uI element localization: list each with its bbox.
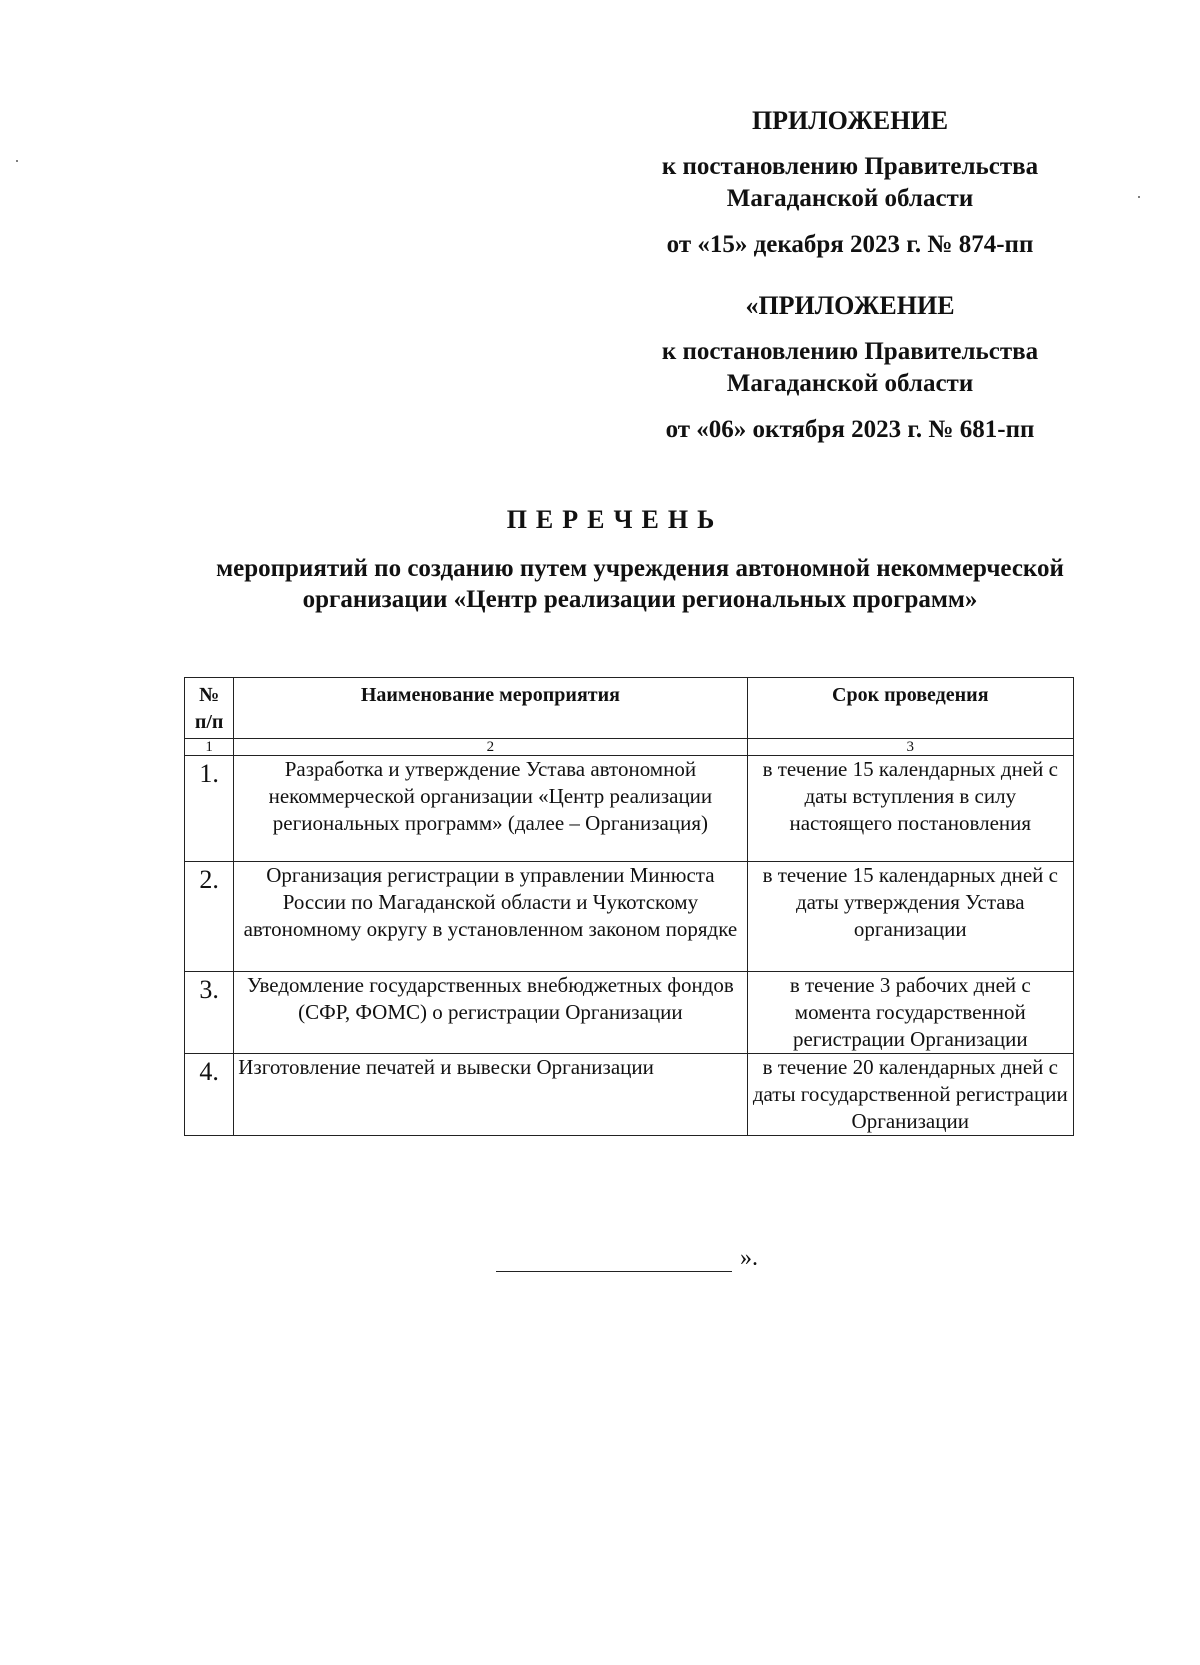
table-row xyxy=(185,1054,1074,1136)
header-num xyxy=(185,678,234,739)
signature-rule xyxy=(496,1249,732,1272)
annex-title: ПРИЛОЖЕНИЕ xyxy=(751,106,949,135)
header-term: Срок проведения xyxy=(747,678,1073,739)
row-number: 2. xyxy=(185,862,234,972)
event-name: Изготовление печатей и вывески Организации xyxy=(234,1054,747,1136)
annex-header-previous xyxy=(630,290,1070,446)
row-number: 3. xyxy=(185,972,234,1054)
event-name: Организация регистрации в управлении Минюста России по Магаданской области и Чукотскому автономному округу в установленном законом порядке xyxy=(234,862,747,972)
column-number: 1 xyxy=(185,739,234,756)
annex-line: к постановлению Правительства xyxy=(661,338,1039,365)
row-number: 1. xyxy=(185,756,234,862)
column-number: 2 xyxy=(234,739,747,756)
annex-date: от «06» октября 2023 г. № 681-пп xyxy=(665,416,1035,443)
annex-line: Магаданской области xyxy=(726,370,974,397)
document-title xyxy=(0,505,1200,535)
event-term: в течение 15 календарных дней с даты утверждения Устава организации xyxy=(747,862,1073,972)
row-number: 4. xyxy=(185,1054,234,1136)
closing-mark xyxy=(496,1245,758,1272)
event-term: в течение 15 календарных дней с даты вступления в силу настоящего постановления xyxy=(747,756,1073,862)
annex-date: от «15» декабря 2023 г. № 874-пп xyxy=(666,231,1034,258)
annex-line: к постановлению Правительства xyxy=(661,153,1039,180)
scan-speck xyxy=(1138,196,1140,198)
document-subtitle: мероприятий по созданию путем учреждения автономной некоммерческой организации «Центр реализации региональных программ» xyxy=(216,555,1064,613)
header-name: Наименование мероприятия xyxy=(234,678,747,739)
event-term: в течение 20 календарных дней с даты государственной регистрации Организации xyxy=(747,1054,1073,1136)
annex-line: Магаданской области xyxy=(726,185,974,212)
scan-speck xyxy=(16,160,18,162)
annex-title: «ПРИЛОЖЕНИЕ xyxy=(745,291,955,320)
table-row xyxy=(185,972,1074,1054)
event-term: в течение 3 рабочих дней с момента государственной регистрации Организации xyxy=(747,972,1073,1054)
document-title-text: ПЕРЕЧЕНЬ xyxy=(506,505,724,534)
table-row xyxy=(185,756,1074,862)
table-row xyxy=(185,862,1074,972)
closing-quote: ». xyxy=(740,1245,758,1271)
events-table xyxy=(184,677,1074,1136)
table-header-row xyxy=(185,678,1074,739)
column-number-row xyxy=(185,739,1074,756)
event-name: Разработка и утверждение Устава автономной некоммерческой организации «Центр реализации региональных программ» (далее – Организация) xyxy=(234,756,747,862)
header-num-text: № п/п xyxy=(194,684,224,733)
event-name: Уведомление государственных внебюджетных фондов (СФР, ФОМС) о регистрации Организации xyxy=(234,972,747,1054)
column-number: 3 xyxy=(747,739,1073,756)
annex-header-current xyxy=(630,105,1070,261)
